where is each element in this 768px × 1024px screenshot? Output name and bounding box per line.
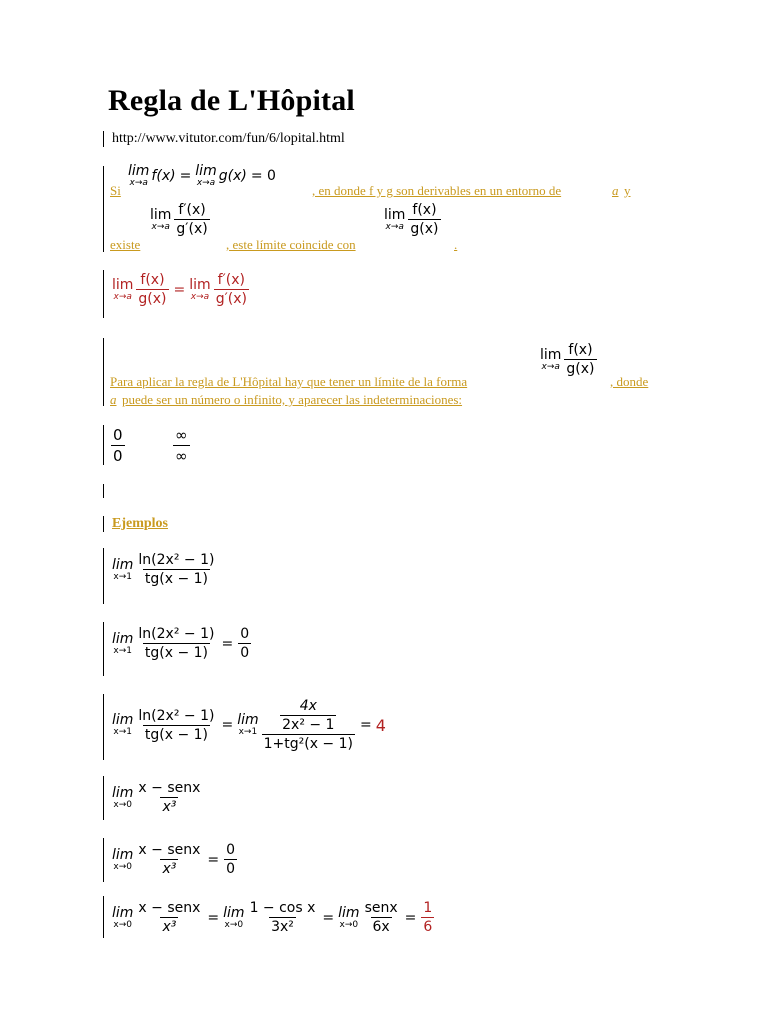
example-1-indeterminate: lim x→1 $\frac{\text{ln(2x² − 1)}}{tg(x - 1)}$ = $\frac{0}{0}$: [112, 626, 250, 661]
para-var-a: a: [110, 392, 117, 407]
intro-var-a: a: [612, 183, 619, 198]
paragraph-marker: [103, 896, 104, 938]
indeterminate-infinity: $\frac{\infty}{\infty}$: [175, 426, 188, 465]
form-limit: lim x→a $\frac{f(x)}{g(x)}$: [540, 342, 595, 377]
paragraph-marker: [103, 131, 104, 147]
intro-y: y: [624, 183, 631, 198]
source-url[interactable]: http://www.vitutor.com/fun/6/lopital.html: [112, 131, 345, 146]
derivative-limit: lim x→a $\frac{f'(x)}{g'(x)}$: [150, 202, 208, 237]
example-1-solution: lim x→1 $\frac{\text{ln(2x² − 1)}}{tg(x - 1)}$ = lim x→1 $\frac{\frac{4x}{\text{2x² − 1}}}{\text{1+tg²(x − 1)}}$ = 4: [112, 698, 386, 752]
paragraph-marker: [103, 425, 104, 465]
paragraph-marker: [103, 838, 104, 882]
lhopital-rule: lim x→a $\frac{f(x)}{g(x)}$ = lim x→a $\frac{f'(x)}{g'(x)}$: [112, 272, 247, 307]
paragraph-marker: [103, 622, 104, 676]
example-1-expr: lim x→1 $\frac{\text{ln(2x² − 1)}}{tg(x - 1)}$: [112, 552, 215, 587]
page-title: Regla de L'Hôpital: [108, 84, 355, 117]
paragraph-marker: [103, 776, 104, 820]
paragraph-marker: [103, 338, 104, 406]
example-2-solution: lim x→0 $\frac{\text{x − senx}}{\text{x³}}$ = lim x→0 $\frac{\text{1 − cos x}}{\text{3x²}}$ = lim x→0 $\frac{\text{senx}}{6x}$ = $\frac{1}{6}$: [112, 900, 433, 935]
intro-trail: .: [454, 237, 458, 252]
example-2-expr: lim x→0 $\frac{\text{x − senx}}{\text{x³}}$: [112, 780, 201, 815]
paragraph-marker: [103, 270, 104, 318]
function-limit: lim x→a $\frac{f(x)}{g(x)}$: [384, 202, 439, 237]
paragraph-marker: [103, 516, 104, 532]
indeterminate-zero: $\frac{0}{0}$: [113, 426, 123, 465]
hypothesis-formula: lim x→a f(x) = lim x→a g(x) = 0: [128, 163, 276, 188]
paragraph-marker: [103, 166, 104, 252]
examples-heading: Ejemplos: [112, 516, 168, 531]
paragraph-marker: [103, 694, 104, 760]
example-2-indeterminate: lim x→0 $\frac{\text{x − senx}}{\text{x³}}$ = $\frac{0}{0}$: [112, 842, 236, 877]
paragraph-marker: [103, 484, 104, 498]
para-donde: , donde: [610, 374, 649, 389]
intro-existe: existe: [110, 237, 141, 252]
para-text: Para aplicar la regla de L'Hôpital hay que tener un límite de la forma: [110, 374, 468, 389]
intro-si: Si: [110, 183, 121, 198]
intro-coincide: , este límite coincide con: [226, 237, 356, 252]
intro-condition: , en donde f y g son derivables en un entorno de: [312, 183, 562, 198]
paragraph-marker: [103, 548, 104, 604]
para-text-3: puede ser un número o infinito, y aparecer las indeterminaciones:: [122, 392, 463, 407]
